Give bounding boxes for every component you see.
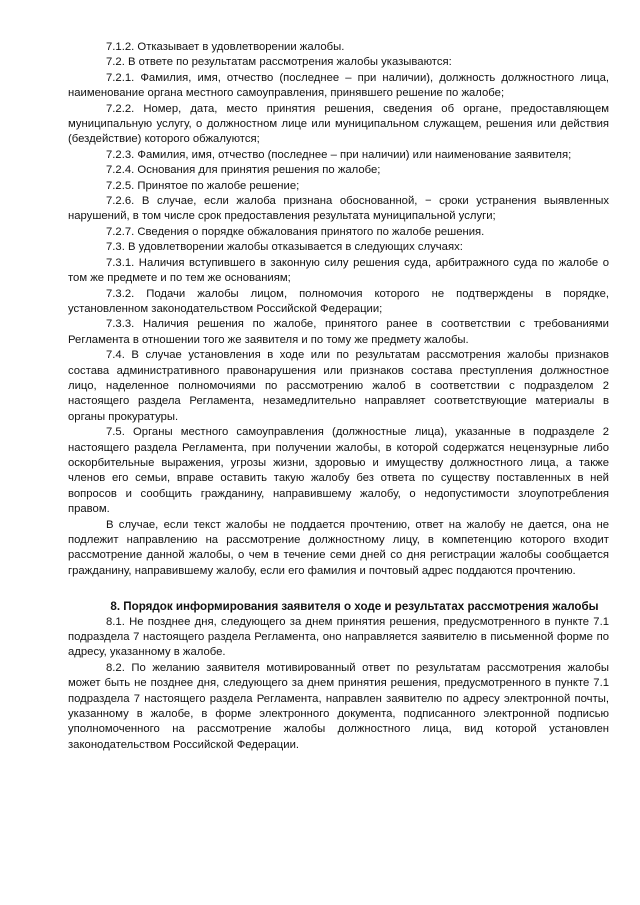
paragraph-7-2: 7.2. В ответе по результатам рассмотрения жалобы указываются: [106,56,452,69]
paragraph-7-1-2: 7.1.2. Отказывает в удовлетворении жалобы. [106,41,345,53]
paragraph-7-4: 7.4. В случае установления в ходе или по результатам рассмотрения жалобы признаков состава административного правонарушения или признаков состава преступления должностное лицо, наделенное полномочиями по рассмотрению жалоб в соответствии с подразделом 2 настоящего раздела Регламента, незамедлительно направляет соответствующие материалы в органы прокуратуры. [68,349,609,423]
paragraph-7-2-7: 7.2.7. Сведения о порядке обжалования принятого по жалобе решения. [106,225,485,238]
paragraph-7-2-1: 7.2.1. Фамилия, имя, отчество (последнее – при наличии), должность должностного лица, наименование органа местного самоуправления, принявшего решение по жалобе; [68,71,609,100]
paragraph-7-3-3: 7.3.3. Наличия решения по жалобе, принятого ранее в соответствии с требованиями Регламента в отношении того же заявителя и по тому же предмету жалобы. [68,318,609,346]
paragraph-8-2: 8.2. По желанию заявителя мотивированный ответ по результатам рассмотрения жалобы может быть не позднее дня, следующего за днем принятия решения, предусмотренного в пункте 7.1 подраздела 7 настоящего раздела Регламента, направлен заявителю по адресу электронной почты, указанному в жалобе, в форме электронного документа, подписанного электронной подписью уполномоченного на рассмотрение жалобы должностного лица, вид которой установлен законодательством Российской Федерации. [68,661,609,751]
paragraph-7-2-3: 7.2.3. Фамилия, имя, отчество (последнее – при наличии) или наименование заявителя; [106,148,572,161]
section-8-heading: 8. Порядок информирования заявителя о ходе и результатах рассмотрения жалобы [110,600,599,614]
paragraph-7-5: 7.5. Органы местного самоуправления (должностные лица), указанные в подразделе 2 настоящего раздела Регламента, при получении жалобы, в которой содержатся нецензурные либо оскорбительные выражения, угрозы жизни, здоровью и имуществу должностного лица, а также членов его семьи, вправе оставить такую жалобу без ответа по существу поставленных в ней вопросов и сообщить гражданину, направившему жалобу, о недопустимости злоупотребления правом. [68,426,609,516]
paragraph-7-3: 7.3. В удовлетворении жалобы отказывается в следующих случаях: [106,241,463,254]
paragraph-7-2-5: 7.2.5. Принятое по жалобе решение; [106,179,300,192]
paragraph-7-3-1: 7.3.1. Наличия вступившего в законную силу решения суда, арбитражного суда по жалобе о том же предмете и по тем же основаниям; [68,256,609,285]
paragraph-7-2-2: 7.2.2. Номер, дата, место принятия решения, сведения об органе, предоставляющем муниципальную услугу, о должностном лице или муниципальном служащем, решения или действия (бездействие) которого обжалуются; [68,102,609,146]
document-page [68,40,609,753]
paragraph-7-5-unreadable: В случае, если текст жалобы не поддается прочтению, ответ на жалобу не дается, она не подлежит направлению на рассмотрение должностному лицу, в компетенцию которого входит рассмотрение данной жалобы, о чем в течение семи дней со дня регистрации жалобы сообщается гражданину, направившему жалобу, если его фамилия и почтовый адрес поддаются прочтению. [68,518,609,577]
paragraph-7-2-4: 7.2.4. Основания для принятия решения по жалобе; [106,164,381,177]
paragraph-7-2-6: 7.2.6. В случае, если жалоба признана обоснованной, − сроки устранения выявленных нарушений, в том числе срок предоставления результата муниципальной услуги; [68,195,609,223]
paragraph-7-3-2: 7.3.2. Подачи жалобы лицом, полномочия которого не подтверждены в порядке, установленном законодательством Российской Федерации; [68,287,609,315]
paragraph-8-1: 8.1. Не позднее дня, следующего за днем принятия решения, предусмотренного в пункте 7.1 подраздела 7 настоящего раздела Регламента, оно направляется заявителю в письменной форме по адресу, указанному в жалобе. [68,615,609,659]
